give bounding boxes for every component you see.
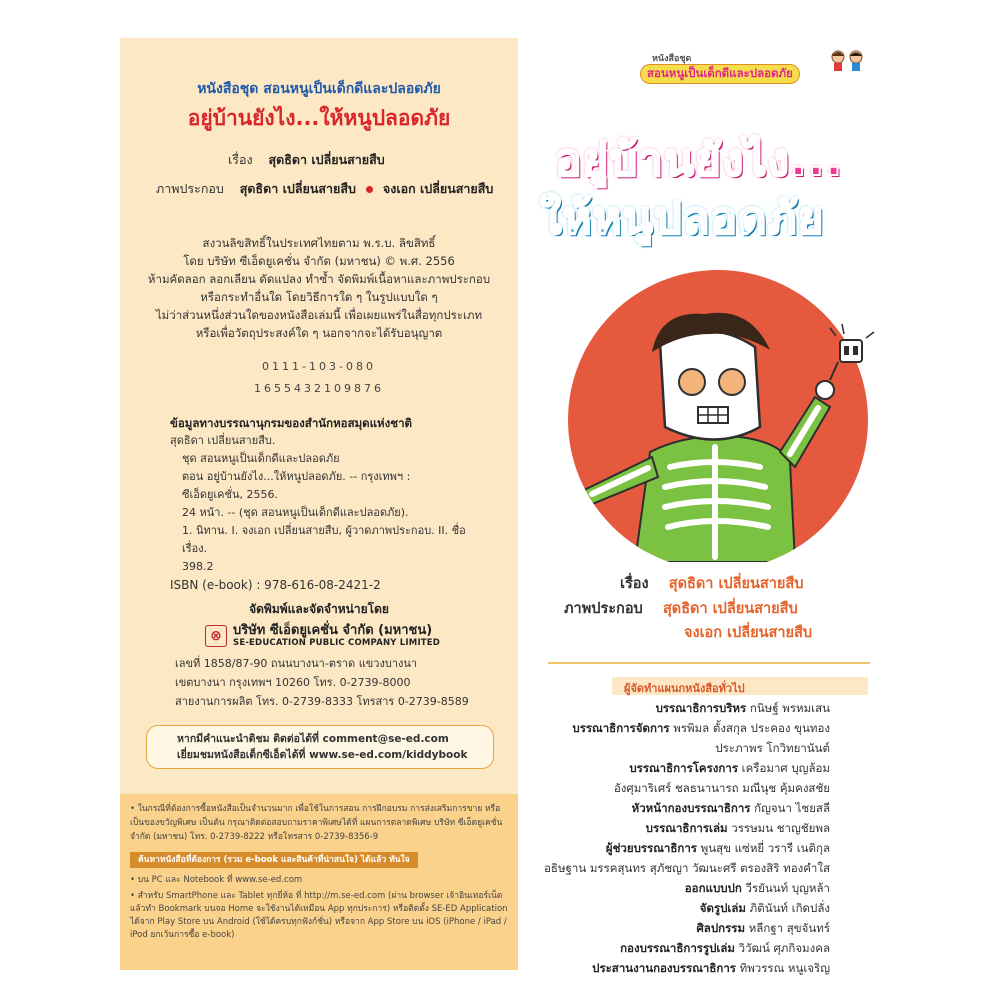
- note-bullet-pc: • บน PC และ Notebook ที่ www.se-ed.com: [130, 875, 303, 885]
- catalog-line: สุดธิดา เปลี่ยนสายสืบ.: [170, 434, 276, 447]
- contact-email[interactable]: หากมีคำแนะนำติชม ติดต่อได้ที่ comment@se-ed.com: [177, 733, 449, 745]
- staff-row: [715, 740, 830, 758]
- copyright-line: ห้ามคัดลอก ลอกเลียน ดัดแปลง ทำซ้ำ จัดพิมพ์เนื้อหาและภาพประกอบ: [147, 272, 491, 286]
- se-ed-logo-icon: ⊗: [205, 625, 227, 647]
- staff-role: บรรณาธิการจัดการ: [572, 721, 670, 735]
- staff-role: บรรณาธิการเล่ม: [645, 821, 728, 835]
- right-story-credit: [620, 572, 803, 595]
- catalog-line: 398.2: [182, 560, 214, 573]
- address-line: สายงานการผลิต โทร. 0-2739-8333 โทรสาร 0-2739-8589: [175, 695, 469, 708]
- main-title-line-1: อยู่บ้านยังไง...: [555, 135, 843, 186]
- staff-names: พรพิมล ตั้งสกุล ประคอง ขุนทอง: [673, 721, 830, 735]
- copyright-line: สงวนลิขสิทธิ์ในประเทศไทยตาม พ.ร.บ. ลิขสิทธิ์: [202, 236, 436, 250]
- series-badge: [640, 48, 870, 88]
- copyright-notice: [120, 234, 518, 342]
- staff-role: บรรณาธิการโครงการ: [629, 761, 738, 775]
- address-line: เลขที่ 1858/87-90 ถนนบางนา-ตราด แขวงบางนา: [175, 657, 418, 670]
- divider: [548, 662, 870, 664]
- illustration-credit: [156, 179, 493, 199]
- staff-names: ทิพวรรณ หนูเจริญ: [739, 961, 830, 975]
- staff-names: กนิษฐ์ พรหมเสน: [749, 701, 830, 715]
- staff-role: ศิลปกรรม: [696, 921, 746, 935]
- catalog-line: 1. นิทาน. I. จงเอก เปลี่ยนสายสืบ, ผู้วาดภาพประกอบ. II. ชื่อเรื่อง.: [182, 524, 466, 555]
- publisher-heading: จัดพิมพ์และจัดจำหน่ายโดย: [249, 602, 389, 616]
- right-illus-author-2: จงเอก เปลี่ยนสายสืบ: [684, 625, 813, 641]
- staff-role: หัวหน้ากองบรรณาธิการ: [631, 801, 751, 815]
- cover-illustration: [540, 262, 890, 562]
- copyright-panel: [120, 38, 518, 970]
- catalog-line: ซีเอ็ดยูเคชั่น, 2556.: [182, 488, 279, 501]
- isbn: ISBN (e-book) : 978-616-08-2421-2: [170, 578, 381, 592]
- series-line: หนังสือชุด สอนหนูเป็นเด็กดีและปลอดภัย: [197, 81, 441, 97]
- publisher-address: [175, 654, 469, 711]
- staff-role: บรรณาธิการบริหร: [655, 701, 747, 715]
- illus-label: ภาพประกอบ: [156, 181, 224, 196]
- note-text: • ในกรณีที่ต้องการซื้อหนังสือเป็นจำนวนมาก เพื่อใช้ในการสอน การฝึกอบรม การส่งเสริมการขาย หรือเป็นของขวัญพิเศษ เป็นต้น กรุณาติดต่อสอบถามราคาพิเศษได้ที่ แผนการตลาดพิเศษ บริษัท ซีเอ็ดยูเคชั่น จำกัด (มหาชน) โทร. 0-2739-8222 หรือโทรสาร 0-2739-8356-9: [130, 804, 503, 842]
- catalog-heading: ข้อมูลทางบรรณานุกรมของสำนักหอสมุดแห่งชาติ: [170, 416, 412, 430]
- staff-role: กองบรรณาธิการรูปเล่ม: [620, 941, 735, 955]
- right-illus-label: ภาพประกอบ: [564, 601, 643, 617]
- staff-role: ผู้ช่วยบรรณาธิการ: [605, 841, 697, 855]
- illus-author-2: จงเอก เปลี่ยนสายสืบ: [382, 181, 494, 196]
- book-title: อยู่บ้านยังไง...ให้หนูปลอดภัย: [187, 106, 451, 130]
- story-label: เรื่อง: [228, 152, 253, 167]
- staff-section-title: ผู้จัดทำแผนกหนังสือทั่วไป: [624, 682, 745, 695]
- catalog-line: ตอน อยู่บ้านยังไง...ให้หนูปลอดภัย. -- กรุงเทพฯ :: [182, 470, 411, 483]
- copyright-line: หรือกระทำอื่นใด โดยวิธีการใด ๆ ในรูปแบบใด ๆ: [200, 290, 438, 304]
- publisher-name-th: บริษัท ซีเอ็ดยูเคชั่น จำกัด (มหาชน): [233, 623, 433, 638]
- staff-row: [632, 800, 830, 818]
- copyright-line: ไม่ว่าส่วนหนึ่งส่วนใดของหนังสือเล่มนี้ เพื่อเผยแพร่ในสื่อทุกประเภท: [155, 308, 483, 322]
- publisher-name-en: SE-EDUCATION PUBLIC COMPANY LIMITED: [233, 638, 441, 648]
- contact-website[interactable]: เยี่ยมชมหนังสือเด็กซีเอ็ดได้ที่ www.se-ed.com/kiddybook: [177, 749, 468, 761]
- staff-section-header: [612, 677, 868, 695]
- staff-names: กัญจนา ไชยสลี: [754, 801, 830, 815]
- catalog-info: [170, 414, 490, 594]
- staff-names: หลีกฐา สุขจันทร์: [748, 921, 830, 935]
- book-codes: [120, 356, 518, 400]
- copyright-line: หรือเพื่อวัตถุประสงค์ใด ๆ นอกจากจะได้รับอนุญาต: [195, 326, 443, 340]
- staff-row: [572, 720, 830, 738]
- staff-names: ประภาพร โกวิทยานันต์: [715, 741, 830, 755]
- staff-names: วรรษมน ชาญชัยพล: [731, 821, 830, 835]
- publisher-logo: [205, 624, 440, 648]
- right-story-author: สุดธิดา เปลี่ยนสายสืบ: [668, 576, 804, 592]
- kids-icon: [828, 48, 868, 72]
- special-order-note: [120, 794, 518, 970]
- staff-names: วีรยันนท์ บุญหล้า: [745, 881, 830, 895]
- staff-names: อังศุมาริเศร์ ชลธนานารถ มณีนุช คุ้มคงสชัย: [613, 781, 830, 795]
- address-line: เขตบางนา กรุงเทพฯ 10260 โทร. 0-2739-8000: [175, 676, 411, 689]
- staff-role: ประสานงานกองบรรณาธิการ: [592, 961, 736, 975]
- staff-row: [614, 780, 830, 798]
- story-author: สุดธิดา เปลี่ยนสายสืบ: [268, 152, 385, 167]
- staff-names: วิวัฒน์ ศุภกิจมงคล: [738, 941, 830, 955]
- barcode-number: 1655432109876: [254, 382, 384, 395]
- staff-row: [592, 960, 830, 978]
- search-banner: ค้นหาหนังสือที่ต้องการ (รวม e-book และสินค้าที่น่าสนใจ) ได้แล้ว ทันใจ: [130, 852, 418, 868]
- right-story-label: เรื่อง: [620, 576, 649, 592]
- main-title-line-2: ให้หนูปลอดภัย: [540, 193, 825, 244]
- series-badge-top: หนังสือชุด: [652, 54, 692, 64]
- staff-names: พูนสุข แซ่หยี่ วรารี เนติกุล: [700, 841, 830, 855]
- catalog-line: 24 หน้า. -- (ชุด สอนหนูเป็นเด็กดีและปลอดภัย).: [182, 506, 409, 519]
- product-code: 0111-103-080: [262, 360, 376, 373]
- right-illus-credit: [564, 597, 798, 620]
- staff-row: [544, 860, 830, 878]
- staff-role: ออกแบบปก: [684, 881, 742, 895]
- staff-row: [606, 840, 830, 858]
- right-illus-author-1: สุดธิดา เปลี่ยนสายสืบ: [662, 601, 798, 617]
- copyright-line: โดย บริษัท ซีเอ็ดยูเคชั่น จำกัด (มหาชน) © พ.ศ. 2556: [183, 254, 455, 268]
- right-illus-credit-2: [684, 621, 812, 644]
- staff-role: จัดรูปเล่ม: [699, 901, 746, 915]
- series-badge-main: สอนหนูเป็นเด็กดีและปลอดภัย: [640, 64, 800, 84]
- staff-row: [620, 940, 830, 958]
- staff-row: [685, 880, 830, 898]
- staff-row: [700, 900, 830, 918]
- bullet-dot-icon: [366, 186, 373, 193]
- story-credit: [228, 150, 385, 170]
- staff-names: ภิตินันท์ เกิดปลั่ง: [749, 901, 830, 915]
- catalog-line: ชุด สอนหนูเป็นเด็กดีและปลอดภัย: [182, 452, 340, 465]
- boy-head: [652, 313, 770, 440]
- staff-row: [629, 760, 830, 778]
- staff-names: อธิษฐาน มรรคสุนทร สุภัชญา วัฒนะศรี ตรองสิริ ทองคำใส: [544, 861, 830, 875]
- contact-box: [146, 725, 494, 769]
- staff-row: [646, 820, 830, 838]
- illus-author-1: สุดธิดา เปลี่ยนสายสืบ: [239, 181, 356, 196]
- staff-names: เครือมาศ บุญล้อม: [741, 761, 830, 775]
- staff-row: [697, 920, 831, 938]
- staff-row: [656, 700, 830, 718]
- note-bullet-mobile: • สำหรับ SmartPhone และ Tablet ทุกยี่ห้อ ที่ http://m.se-ed.com (ผ่าน browser เจ้าอินเทอร์เน็ตแล้วทำ Bookmark บนจอ Home จะใช้งานได้เหมือน App ทุกประการ) หรือติดตั้ง SE-ED Application ได้จาก Play Store บน Android (ใช้ได้ครบทุกฟังก์ชั่น) หรือจาก App Store บน iOS (iPhone / iPad / iPod ยกเว้นการซื้อ e-book): [130, 891, 508, 940]
